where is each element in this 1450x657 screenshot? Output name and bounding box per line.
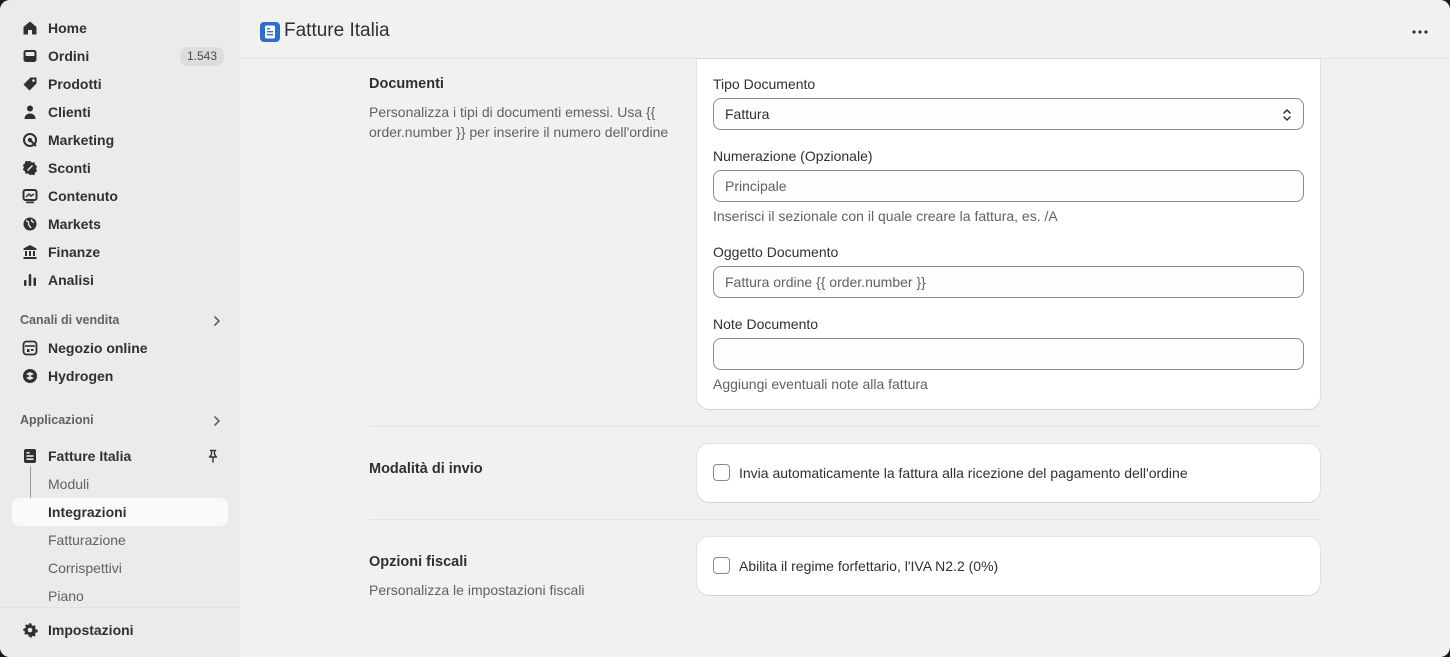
chevron-right-icon	[210, 414, 224, 428]
oggetto-documento-input[interactable]	[713, 266, 1304, 298]
nav-online-store[interactable]	[12, 334, 228, 362]
nav-label: Ordini	[48, 48, 90, 64]
settings-bar	[0, 607, 240, 657]
nav-label: Sconti	[48, 160, 91, 176]
store-icon	[22, 340, 38, 356]
nav-label: Finanze	[48, 244, 101, 260]
bank-icon	[22, 244, 38, 260]
subnav-label: Integrazioni	[48, 504, 127, 520]
nav-label: Contenuto	[48, 188, 118, 204]
gear-icon	[22, 622, 38, 638]
more-actions-button[interactable]	[1410, 22, 1430, 42]
oggetto-documento-placeholder: Fattura ordine {{ order.number }}	[725, 274, 926, 290]
nav-hydrogen[interactable]	[12, 362, 228, 390]
subnav-label: Fatturazione	[48, 532, 126, 548]
subnav-label: Moduli	[48, 476, 90, 492]
numerazione-label: Numerazione (Opzionale)	[713, 148, 873, 164]
subnav-label: Piano	[48, 588, 84, 604]
documents-section-description: Personalizza i tipi di documenti emessi. Usa {{ order.number }} per inserire il numero dell'ordine	[369, 104, 669, 140]
bar-chart-icon	[22, 272, 38, 288]
nav-label: Analisi	[48, 272, 94, 288]
nav-label: Clienti	[48, 104, 91, 120]
forfettario-checkbox[interactable]	[713, 557, 730, 574]
note-documento-label: Note Documento	[713, 316, 819, 332]
tipo-documento-label: Tipo Documento	[713, 76, 816, 92]
content-icon	[22, 188, 38, 204]
select-chevrons-icon	[1281, 107, 1293, 123]
auto-send-checkbox[interactable]	[713, 464, 730, 481]
subnav-fatturazione[interactable]	[12, 526, 228, 554]
subnav-integrazioni[interactable]	[12, 498, 228, 526]
home-icon	[22, 20, 38, 36]
nav-discounts[interactable]	[12, 154, 228, 182]
forfettario-checkbox-row[interactable]	[713, 557, 998, 574]
oggetto-documento-label: Oggetto Documento	[713, 244, 839, 260]
nav-analytics[interactable]	[12, 266, 228, 294]
apps-heading[interactable]	[20, 413, 228, 427]
section-divider	[369, 426, 1320, 427]
nav-customers[interactable]	[12, 98, 228, 126]
documents-section-title: Documenti	[369, 76, 444, 92]
numerazione-placeholder: Principale	[725, 178, 787, 194]
nav-markets[interactable]	[12, 210, 228, 238]
sending-section-title: Modalità di invio	[369, 461, 483, 477]
more-horizontal-icon	[1412, 30, 1428, 34]
nav-label: Marketing	[48, 132, 115, 148]
tipo-documento-select[interactable]	[713, 98, 1304, 130]
forfettario-checkbox-label: Abilita il regime forfettario, l'IVA N2.2 (0%)	[739, 557, 999, 574]
person-icon	[22, 104, 38, 120]
nav-settings[interactable]	[12, 616, 228, 644]
nav-label: Home	[48, 20, 87, 36]
note-documento-help-text: Aggiungi eventuali note alla fattura	[713, 376, 928, 392]
nav-label: Impostazioni	[48, 622, 134, 638]
sidebar	[0, 0, 240, 657]
fiscal-section-description: Personalizza le impostazioni fiscali	[369, 582, 585, 598]
nav-products[interactable]	[12, 70, 228, 98]
subnav-label: Corrispettivi	[48, 560, 122, 576]
chevron-right-icon	[210, 314, 224, 328]
page-title: Fatture Italia	[284, 20, 390, 41]
sales-channels-heading[interactable]	[20, 313, 228, 327]
nav-label: Markets	[48, 216, 101, 232]
pin-icon[interactable]	[206, 449, 220, 463]
section-divider	[369, 519, 1320, 520]
nav-label: Prodotti	[48, 76, 102, 92]
subnav-corrispettivi[interactable]	[12, 554, 228, 582]
nav-app-fatture-italia[interactable]	[12, 442, 228, 470]
nav-finance[interactable]	[12, 238, 228, 266]
page-header	[240, 0, 1450, 59]
fiscal-section-title: Opzioni fiscali	[369, 554, 468, 570]
orders-count-badge: 1.543	[180, 47, 224, 66]
sales-channels-label: Canali di vendita	[20, 313, 120, 327]
nav-label: Hydrogen	[48, 368, 114, 384]
target-icon	[22, 132, 38, 148]
globe-icon	[22, 216, 38, 232]
note-documento-input[interactable]	[713, 338, 1304, 370]
subnav-piano[interactable]	[12, 582, 228, 610]
numerazione-input[interactable]	[713, 170, 1304, 202]
numerazione-help-text: Inserisci il sezionale con il quale creare la fattura, es. /A	[713, 208, 1058, 224]
auto-send-checkbox-row[interactable]	[713, 464, 1188, 481]
subnav-moduli[interactable]	[12, 470, 228, 498]
orders-icon	[22, 48, 38, 64]
nav-label: Fatture Italia	[48, 448, 132, 464]
hydrogen-icon	[22, 368, 38, 384]
nav-content[interactable]	[12, 182, 228, 210]
nav-label: Negozio online	[48, 340, 148, 356]
tag-icon	[22, 76, 38, 92]
receipt-icon	[22, 448, 38, 464]
app-logo-icon	[260, 22, 280, 42]
tipo-documento-value: Fattura	[725, 106, 770, 122]
nav-home[interactable]	[12, 14, 228, 42]
discount-icon	[22, 160, 38, 176]
auto-send-checkbox-label: Invia automaticamente la fattura alla ricezione del pagamento dell'ordine	[739, 464, 1188, 481]
nav-orders[interactable]	[12, 42, 228, 70]
apps-label: Applicazioni	[20, 413, 94, 427]
nav-marketing[interactable]	[12, 126, 228, 154]
